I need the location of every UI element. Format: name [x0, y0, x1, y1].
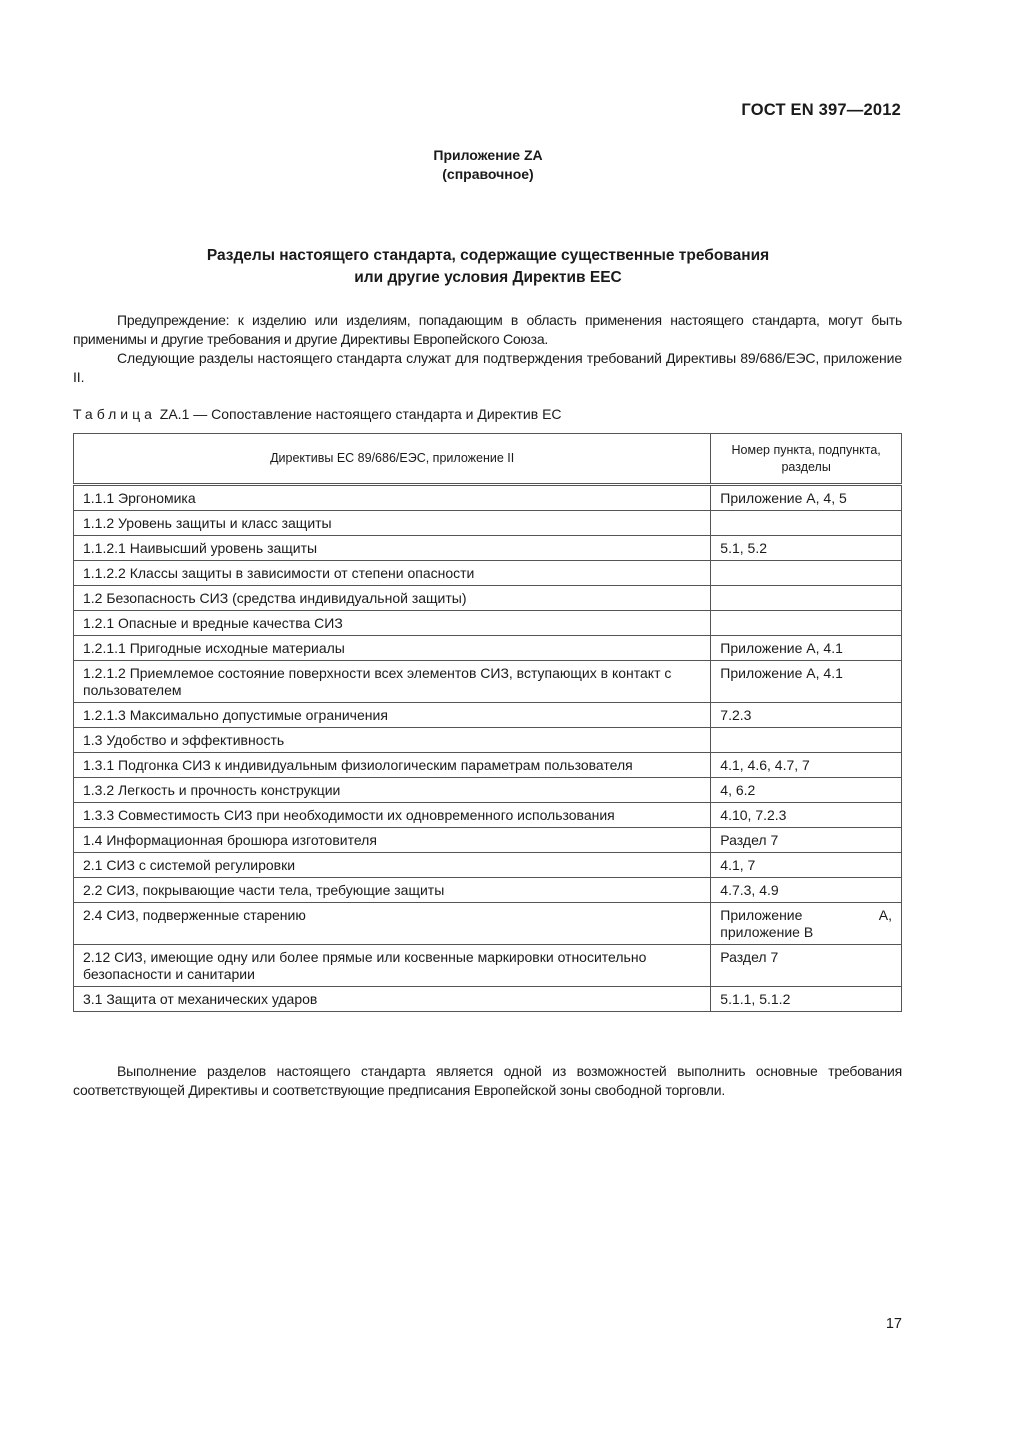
requirement-cell: 1.2.1.1 Пригодные исходные материалы: [74, 636, 711, 661]
clause-reference-cell: Приложение А, 4.1: [711, 661, 902, 703]
table-row: [74, 561, 902, 586]
table-row: [74, 485, 902, 511]
clause-reference-cell: 4.10, 7.2.3: [711, 803, 902, 828]
clause-reference-cell: Приложение А, 4.1: [711, 636, 902, 661]
document-code: ГОСТ EN 397—2012: [741, 101, 901, 119]
requirement-cell: 1.3.3 Совместимость СИЗ при необходимости их одновременного использования: [74, 803, 711, 828]
table-row: [74, 803, 902, 828]
table-row: [74, 778, 902, 803]
clause-reference-cell: [711, 511, 902, 536]
clause-reference-cell: [711, 561, 902, 586]
table-row: [74, 511, 902, 536]
table-row: [74, 661, 902, 703]
table-row: [74, 878, 902, 903]
page-title: [0, 245, 976, 289]
requirement-cell: 1.1.1 Эргономика: [74, 485, 711, 511]
table-row: [74, 987, 902, 1012]
clause-reference-cell: 4.7.3, 4.9: [711, 878, 902, 903]
annex-type: (справочное): [442, 166, 534, 182]
clause-reference-cell: [711, 586, 902, 611]
table-row: [74, 703, 902, 728]
requirement-cell: 1.3.2 Легкость и прочность конструкции: [74, 778, 711, 803]
clause-reference-cell: 4.1, 7: [711, 853, 902, 878]
table-header-row: [74, 434, 902, 485]
requirement-cell: 1.3 Удобство и эффективность: [74, 728, 711, 753]
clause-reference-cell: [711, 728, 902, 753]
requirement-cell: 2.2 СИЗ, покрывающие части тела, требующие защиты: [74, 878, 711, 903]
clause-reference-cell: Раздел 7: [711, 828, 902, 853]
requirement-cell: 1.2 Безопасность СИЗ (средства индивидуальной защиты): [74, 586, 711, 611]
requirement-cell: 2.4 СИЗ, подверженные старению: [74, 903, 711, 945]
directive-paragraph: Следующие разделы настоящего стандарта служат для подтверждения требований Директивы 89/686/ЕЭС, приложение II.: [73, 350, 902, 385]
page-number: 17: [885, 1316, 902, 1332]
conclusion-paragraph: Выполнение разделов настоящего стандарта является одной из возможностей выполнить основные требования соответствующей Директивы и соответствующие предписания Европейской зоны свободной торговли.: [73, 1063, 902, 1098]
table-row: [74, 945, 902, 987]
table-caption-text: ZA.1 — Сопоставление настоящего стандарта и Директив ЕС: [159, 406, 562, 422]
title-line-1: Разделы настоящего стандарта, содержащие существенные требования: [206, 247, 770, 264]
header-clause-numbers: Номер пункта, подпункта, разделы: [711, 434, 902, 485]
requirement-cell: 1.3.1 Подгонка СИЗ к индивидуальным физиологическим параметрам пользователя: [74, 753, 711, 778]
requirement-cell: 2.12 СИЗ, имеющие одну или более прямые или косвенные маркировки относительно безопасности и санитарии: [74, 945, 711, 987]
requirement-cell: 3.1 Защита от механических ударов: [74, 987, 711, 1012]
table-body: [74, 485, 902, 1012]
requirement-cell: 1.2.1.3 Максимально допустимые ограничения: [74, 703, 711, 728]
title-line-2: или другие условия Директив ЕЕС: [354, 269, 622, 286]
clause-reference-cell: Приложение А, приложение В: [711, 903, 902, 945]
warning-paragraph: Предупреждение: к изделию или изделиям, попадающим в область применения настоящего стандарта, могут быть применимы и другие требования и другие Директивы Европейского Союза.: [73, 312, 902, 347]
requirement-cell: 1.1.2.1 Наивысший уровень защиты: [74, 536, 711, 561]
requirement-cell: 2.1 СИЗ с системой регулировки: [74, 853, 711, 878]
table-row: [74, 753, 902, 778]
annex-label: Приложение ZA: [433, 147, 543, 163]
table-row: [74, 853, 902, 878]
clause-reference-cell: 5.1.1, 5.1.2: [711, 987, 902, 1012]
table-row: [74, 828, 902, 853]
requirement-cell: 1.1.2 Уровень защиты и класс защиты: [74, 511, 711, 536]
annex-heading: [0, 146, 976, 184]
table-caption-prefix: Таблица: [73, 406, 156, 422]
requirement-cell: 1.2.1.2 Приемлемое состояние поверхности всех элементов СИЗ, вступающих в контакт с пользователем: [74, 661, 711, 703]
directives-table: [73, 433, 902, 1012]
requirement-cell: 1.1.2.2 Классы защиты в зависимости от степени опасности: [74, 561, 711, 586]
clause-reference-cell: Раздел 7: [711, 945, 902, 987]
clause-reference-cell: 4.1, 4.6, 4.7, 7: [711, 753, 902, 778]
table-caption: [73, 405, 562, 424]
requirement-cell: 1.2.1 Опасные и вредные качества СИЗ: [74, 611, 711, 636]
table-row: [74, 611, 902, 636]
clause-reference-cell: [711, 611, 902, 636]
table-row: [74, 536, 902, 561]
table-row: [74, 903, 902, 945]
table-row: [74, 728, 902, 753]
clause-reference-cell: 7.2.3: [711, 703, 902, 728]
header-directives: Директивы ЕС 89/686/ЕЭС, приложение II: [74, 434, 711, 485]
clause-reference-cell: Приложение А, 4, 5: [711, 485, 902, 511]
clause-reference-cell: 5.1, 5.2: [711, 536, 902, 561]
clause-reference-cell: 4, 6.2: [711, 778, 902, 803]
requirement-cell: 1.4 Информационная брошюра изготовителя: [74, 828, 711, 853]
table-row: [74, 636, 902, 661]
table-row: [74, 586, 902, 611]
